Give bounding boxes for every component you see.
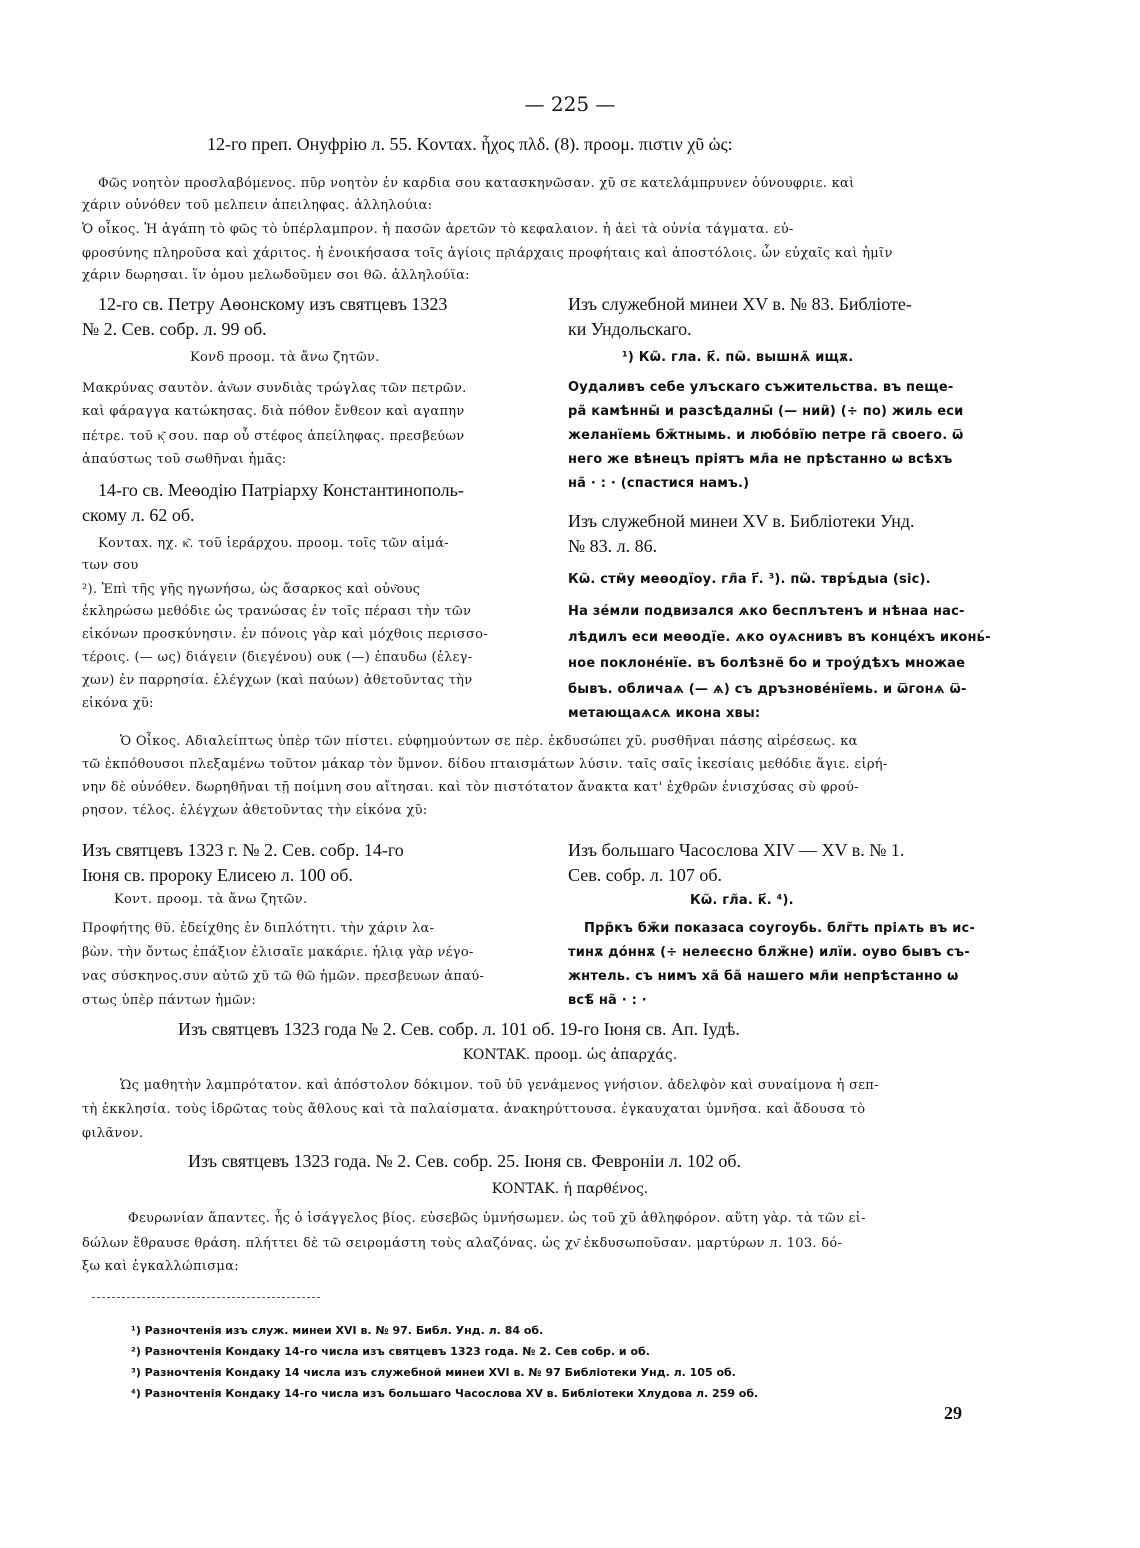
right-subheading: Кѡ͂. стм͂у меѳодїоу. гл͂а г҃. ³). пѡ͂. твръ́дыа (sic).	[568, 572, 931, 587]
right-heading-line: Сев. собр. л. 107 об.	[568, 865, 723, 885]
right-subheading: Кѡ͂. гл͂а. к҃. ⁴).	[690, 893, 794, 908]
kontak-subheading: KONTAK. προομ. ὡς ἀπαρχάς.	[462, 1047, 678, 1063]
right-subheading: ¹) Кѡ͂. гла. к҃. пѡ͂. вышнѧ͂ ищѫ.	[622, 350, 854, 365]
text-line: Прр͂къ бж͂и показаса соугоубь. блг͂ть пріѧть въ ис-	[584, 921, 976, 936]
text-line: τῶ ἐκπόθουσοι πλεξαμένω τοῦτον μάκαρ τὸν ὕμνον. δίδου πταισμάτων λύσιν. ταῖς σαῖς ἱκεσίαις μεθόδιε ἅγιε. εἰρή-	[82, 757, 888, 772]
text-line: πέτρε. τοῦ κ͂ͅ σου. παρ οὗ στέφος ἀπείληφας. πρεσβεύων	[82, 429, 465, 444]
text-line: τέροις. (— ως) διάγειν (διεγένου) ουκ (—) ἐπαυδω (ἐλεγ-	[82, 650, 473, 665]
sheet-number: 29	[944, 1403, 962, 1423]
text-line: Προφήτης θῦ. ἐδείχθης ἐν διπλότητι. τὴν χάριν λα-	[82, 921, 435, 936]
text-line: χάριν οὐνόθεν τοῦ μελπειν ἀπειληφας. ἀλληλούια:	[82, 198, 433, 213]
left-heading-line: 14-го св. Меѳодію Патріарху Константинополь-	[98, 480, 464, 500]
text-line: Φῶς νοητὸν προσλαβόμενος. πῦρ νοητὸν ἐν καρδια σου κατασκηνῶσαν. χῦ σε κατελάμπρυνεν ὀύνουφριε. καὶ	[98, 176, 855, 191]
text-line: бывъ. обличаѧ (— ѧ) съ дръзнове́нїемь. и ѿгонѧ ѿ-	[568, 682, 967, 697]
text-line: Ὁ Οἶκος. Αδιαλείπτως ὑπὲρ τῶν πίστει. εὐφημούντων σε πὲρ. ἐκδυσώπει χῦ. ρυσθῆναι πάσης αἱρέσεως. κα	[120, 734, 858, 749]
left-heading-line: Изъ святцевъ 1323 г. № 2. Сев. собр. 14-го	[82, 840, 404, 860]
text-line: ἀπαύστως τοῦ σωθῆναι ἡμᾶς:	[82, 452, 287, 467]
left-subheading: Κοντ. προομ. τὰ ἄνω ζητῶν.	[114, 892, 308, 907]
text-line: Μακρύνας σαυτὸν. ἀν͂ων συνδιὰς τρώγλας τῶν πετρῶν.	[82, 381, 467, 396]
text-line: βὼν. τὴν ὄντως ἐπάξιον ἐλισαῖε μακάριε. ἡλιᾳ γὰρ νέγο-	[82, 945, 474, 960]
left-subheading: Κονταx. ηχ. κ͂. τοῦ ἱεράρχου. προομ. τοῖς τῶν αἱμά-	[98, 536, 449, 551]
right-heading-line: ки Ундольскаго.	[568, 319, 692, 339]
text-line: χων) ἐν παρρησία. ἐλέγχων (καὶ παύων) ἀθετοῦντας τὴν	[82, 673, 473, 688]
text-line: ²). Ἐπὶ τῆς γῆς ηγωνήσω, ὡς ἄσαρκος καὶ οὐν͂ους	[82, 582, 421, 597]
right-heading-line: Изъ служебной минеи XV в. № 83. Библіоте-	[568, 294, 912, 314]
text-line: ра͂ камѣнны͂ и разсѣдалны͂ (— нии͂) (÷ по) жиль еси	[568, 404, 964, 419]
left-heading-line: Іюня св. пророку Елисею л. 100 об.	[82, 865, 353, 885]
text-line: φροσύνης πληροῦσα καὶ χάριτος. ἡ ἐνοικήσασα τοῖς ἁγίοις πρ͂ιάρχαις προφήταις καὶ ἀποστόλοις. ὧν εὐχαῖς καὶ ἡμῖν	[82, 246, 893, 261]
text-line: ное поклоне́нїе. въ болѣзне͂ бо и троу́дѣхъ множае	[568, 656, 966, 671]
text-line: δώλων ἔθραυσε θράση. πλήττει δὲ τῶ σειρομάστη τοὺς αλαζόνας. ὡς χν͂ ἐκδυσωποῦσαν. μαρτύρων л. 103. δό-	[82, 1236, 843, 1251]
text-line: всѣ͂ на͂ · : ·	[568, 993, 647, 1008]
text-line: метающаѧсѧ икона хвы:	[568, 706, 761, 721]
left-heading-line: скому л. 62 об.	[82, 505, 195, 525]
text-line: χάριν δωρησαι. ἵν ὁμου μελωδοῦμεν σοι θῶ. ἀλληλούϊα:	[82, 268, 470, 283]
kontak-subheading: KONTAK. ἡ παρθένος.	[491, 1181, 649, 1197]
text-line: Φευρωνίαν ἅπαντες. ἧς ὁ ἰσάγγελος βίος. εὐσεβῶς ὑμνήσωμεν. ὡς τοῦ χῦ ἀθληφόρον. αὕτη γὰρ. τὰ τῶν εἰ-	[128, 1211, 866, 1226]
text-line: желанїемь бж͂тнымь. и любо́вїю петре га͂ своего. ѿ	[568, 428, 964, 443]
text-line: στως ὑπὲρ πάντων ἡμῶν:	[82, 993, 257, 1008]
text-line: На зе́мли подвизался ѧко бесплътенъ и нѣнаа нас-	[568, 604, 965, 619]
text-line: ἐκληρώσω μεθόδιε ὡς τρανώσας ἐν τοῖς πέρασι τὴν τῶν	[82, 604, 472, 619]
text-line: νας σύσκηνος.συν αὐτῶ χῦ τῶ θῶ ἡμῶν. πρεσβευων ἀπαύ-	[82, 969, 485, 984]
footnote: ¹) Разночтенія изъ служ. минеи XVI в. № 97. Библ. Унд. л. 84 об.	[131, 1324, 544, 1337]
text-line: него же вѣнецъ пріятъ мл͂а не прѣстанно ѡ всѣхъ	[568, 452, 953, 467]
left-subheading: Κονδ προομ. τὰ ἄνω ζητῶν.	[190, 350, 380, 365]
text-line: νην δὲ οὐνόθεν. δωρηθῆναι τῇ ποίμνη σου αἴτησαι. καὶ τὸν πιστότατον ἄνακτα κατ' ἐχθρῶν ἐνισχύσας σὺ φρού-	[82, 780, 859, 795]
right-heading-line: Изъ служебной минеи XV в. Библіотеки Унд.	[568, 511, 915, 531]
footnote: ²) Разночтенія Кондаку 14-го числа изъ святцевъ 1323 года. № 2. Сев собр. и об.	[131, 1345, 650, 1358]
left-heading-line: 12-го св. Петру Аѳонскому изъ святцевъ 1323	[98, 294, 448, 314]
text-line: жнтель. съ нимъ ха͂ ба͂ нашего мл͂и непрѣстанно ѡ	[568, 969, 959, 984]
left-heading-line: № 2. Сев. собр. л. 99 об.	[82, 319, 267, 339]
footnote: ⁴) Разночтенія Кондаку 14-го числа изъ большаго Часослова XV в. Библіотеки Хлудова л. 259 об.	[131, 1387, 759, 1400]
text-line: Оудаливъ себе улъскаго съжительства. въ пеще-	[568, 380, 954, 395]
text-line: Ὁ οἶκος. Ἡ ἀγάπη τὸ φῶς τὸ ὑπέρλαμπρον. ἡ πασῶν ἀρετῶν τὸ κεφαλαιον. ἡ ἀεὶ τὰ οὐνία τάγματα. εὐ-	[82, 222, 794, 237]
footnote: ³) Разночтенія Кондаку 14 числа изъ служебной минеи XVI в. № 97 Библіотеки Унд. л. 105 об.	[131, 1366, 736, 1379]
text-line: на͂ · : · (спастися намъ.)	[568, 476, 750, 491]
section-heading-jude: Изъ святцевъ 1323 года № 2. Сев. собр. л. 101 об. 19-го Іюня св. Ап. Іудѣ.	[178, 1019, 740, 1039]
page-number: — 225 —	[524, 92, 616, 116]
right-heading-line: Изъ большаго Часослова XIV — XV в. № 1.	[568, 840, 905, 860]
text-line: тинѫ до́ннѫ (÷ нелеєсно блж͂не) илїи. оуво бывъ съ-	[568, 945, 970, 960]
text-line: εἰκόνων προσκύνησιν. ἐν πόνοις γὰρ καὶ μόχθοις περισσο-	[82, 627, 488, 642]
footnote-divider	[92, 1297, 320, 1298]
text-line: ρησον. τέλος. ἐλέγχων ἀθετοῦντας τὴν εἰκόνα χῦ:	[82, 803, 428, 818]
text-line: εἰκόνα χῦ:	[82, 696, 154, 711]
section-heading-febronia: Изъ святцевъ 1323 года. № 2. Сев. собр. 25. Іюня св. Февроніи л. 102 об.	[188, 1151, 742, 1171]
text-line: Ὡς μαθητὴν λαμπρότατον. καὶ ἀπόστολον δόκιμον. τοῦ ὑῦ γενάμενος γνήσιον. ἀδελφὸν καὶ συναίμονα ἡ σεπ-	[120, 1078, 879, 1093]
section-heading-onuphrius: 12-го преп. Онуфрію л. 55. Κονταx. ἦχος πλδ. (8). προομ. πιστιν χῦ ὡς:	[207, 134, 733, 154]
text-line: τὴ ἐκκλησία. τοὺς ἱδρῶτας τοὺς ἄθλους καὶ τὰ παλαίσματα. ἀνακηρύττουσα. ἐγκαυχαται ὑμνῆσα. καὶ ἄδουσα τὸ	[82, 1102, 866, 1117]
text-line: лѣдилъ еси меѳодїе. ѧко оуѧснивъ въ конце́хъ иконь́-	[568, 630, 991, 645]
text-line: ξω καὶ ἐγκαλλώπισμα:	[82, 1259, 239, 1274]
left-subheading: των σου	[82, 558, 139, 573]
text-line: καὶ φάραγγα κατώκησας. διὰ πόθον ἔνθεον καὶ αγαπην	[82, 404, 465, 419]
right-heading-line: № 83. л. 86.	[568, 536, 658, 556]
text-line: φιλᾶνον.	[82, 1126, 144, 1141]
